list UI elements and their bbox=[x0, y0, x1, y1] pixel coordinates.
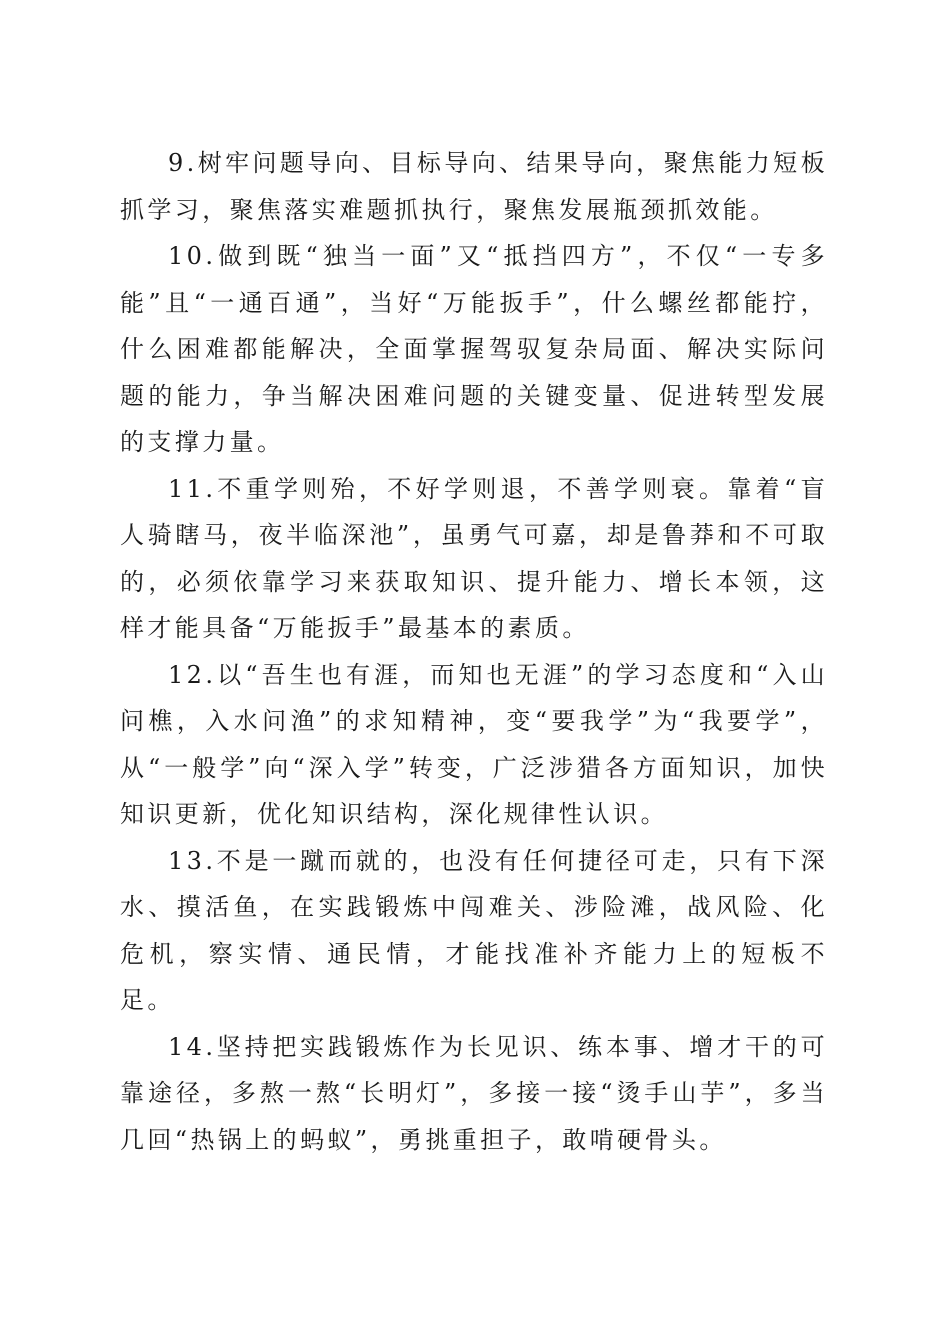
paragraph-11: 11.不重学则殆，不好学则退，不善学则衰。靠着“盲人骑瞎马，夜半临深池”，虽勇气可嘉，却是鲁莽和不可取的，必须依靠学习来获取知识、提升能力、增长本领，这样才能具备“万能扳手”最基本的素质。 bbox=[120, 474, 828, 642]
document-body bbox=[120, 140, 828, 1163]
paragraph-14: 14.坚持把实践锻炼作为长见识、练本事、增才干的可靠途径，多熬一熬“长明灯”，多接一接“烫手山芋”，多当几回“热锅上的蚂蚁”，勇挑重担子，敢啃硬骨头。 bbox=[120, 1032, 828, 1154]
paragraph-13: 13.不是一蹴而就的，也没有任何捷径可走，只有下深水、摸活鱼，在实践锻炼中闯难关、涉险滩，战风险、化危机，察实情、通民情，才能找准补齐能力上的短板不足。 bbox=[120, 846, 828, 1014]
paragraph-12: 12.以“吾生也有涯，而知也无涯”的学习态度和“入山问樵，入水问渔”的求知精神，变“要我学”为“我要学”，从“一般学”向“深入学”转变，广泛涉猎各方面知识，加快知识更新，优化知识结构，深化规律性认识。 bbox=[120, 660, 828, 828]
paragraph-10: 10.做到既“独当一面”又“抵挡四方”，不仅“一专多能”且“一通百通”，当好“万能扳手”，什么螺丝都能拧，什么困难都能解决，全面掌握驾驭复杂局面、解决实际问题的能力，争当解决困难问题的关键变量、促进转型发展的支撑力量。 bbox=[120, 242, 828, 456]
paragraph-9: 9.树牢问题导向、目标导向、结果导向，聚焦能力短板抓学习，聚焦落实难题抓执行，聚焦发展瓶颈抓效能。 bbox=[120, 149, 828, 224]
